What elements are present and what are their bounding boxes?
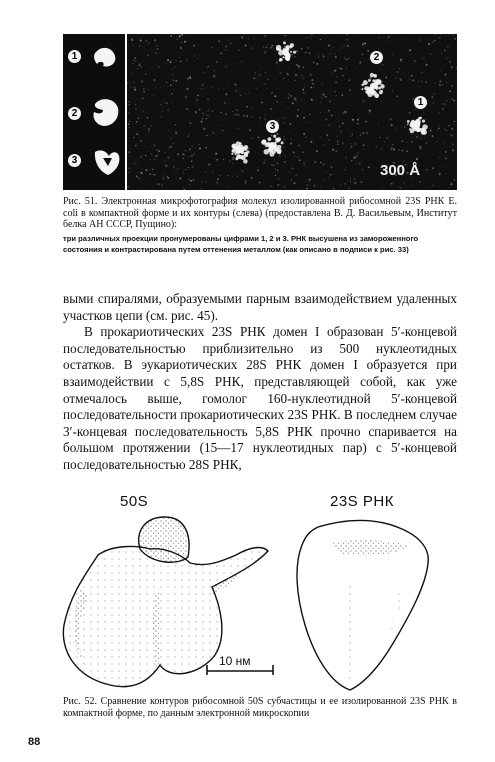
figure-51-caption-detail: три различных проекции пронумерованы цифрами 1, 2 и 3. РНК высушена из замороженного состояния и контрастирована путем оттенения металлом (как описано в подписи к рис. 33) [63, 234, 419, 254]
body-text [63, 291, 457, 474]
figure-52-caption: Рис. 52. Сравнение контуров рибосомной 50S субчастицы и ее изолированной 23S РНК в компактной форме, по данным электронной микроскопии [63, 696, 457, 719]
paragraph-2: В прокариотических 23S РНК домен I образован 5′-концевой последовательностью приблизительно из 500 нуклеотидных остатков. В эукариотических 28S РНК домен I образуется при взаимодействии с 5,8S РНК, представляющей собой, как уже отмечалось выше, гомолог 160-нуклеотидной 5′-концевой последовательности прокариотических 23S РНК. В последнем случае 3′-концевая последовательность 5,8S РНК прочно спаривается на большом протяжении (15—17 нуклеотидных пар) с 5′-концевой последовательностью 28S РНК, [63, 324, 457, 472]
photo-number-1: 1 [414, 96, 427, 109]
rna-contour-shapes [63, 34, 125, 190]
photo-number-2: 2 [370, 51, 383, 64]
figure-label-23s-rna: 23S РНК [330, 493, 394, 510]
rna-23s-contour [297, 521, 428, 691]
figure-51-caption: Рис. 51. Электронная микрофотография молекул изолированной рибосомной 23S РНК E. coli в компактной форме и их контуры (слева) (предоставлена В. Д. Васильевым, Институт белка АН СССР, Пущино): [63, 196, 457, 230]
contour-panel [63, 34, 125, 190]
figure-51-micrograph [63, 34, 457, 190]
scale-bar-label: 10 нм [219, 654, 251, 668]
page-number: 88 [28, 736, 41, 748]
figure-label-50s: 50S [120, 493, 149, 510]
photo-number-3: 3 [266, 120, 279, 133]
paragraph-1: выми спиралями, образуемыми парным взаимодействием удаленных участков цепи (см. рис. 45). [63, 291, 457, 323]
contour-number-2: 2 [68, 107, 81, 120]
electron-micrograph [127, 34, 457, 190]
contour-number-1: 1 [68, 50, 81, 63]
scale-bar-label: 300 Å [380, 162, 421, 179]
contour-number-3: 3 [68, 154, 81, 167]
